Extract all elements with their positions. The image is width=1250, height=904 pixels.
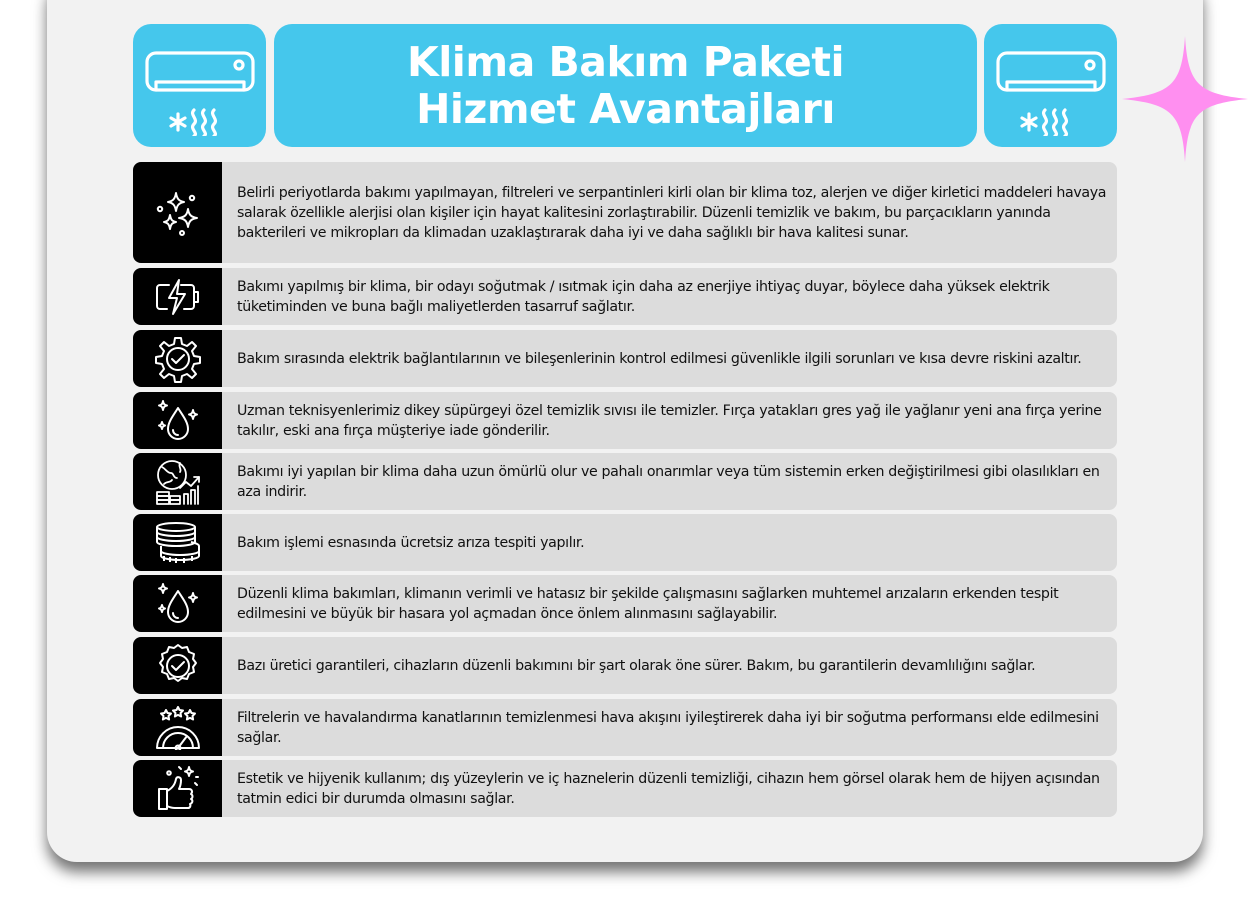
benefit-row [133,637,1117,694]
globe-growth-chart-icon [154,458,202,506]
benefit-icon-tile [133,453,222,510]
benefit-icon-tile [133,637,222,694]
benefit-row [133,453,1117,510]
benefit-icon-tile [133,514,222,571]
performance-gauge-icon [154,706,202,750]
title-line-2: Hizmet Avantajları [416,84,835,133]
drop-sparkle-icon [155,398,201,444]
benefit-row [133,760,1117,817]
benefit-text: Belirli periyotlarda bakımı yapılmayan, filtreleri ve serpantinleri kirli olan bir klima toz, alerjen ve diğer kirletici maddeleri havaya salarak özellikle alerjisi olan kişiler için hayat kalitesini zorlaştırabilir. Düzenli temizlik ve bakım, bu parçacıkların yanında bakterileri ve mikropları da klimadan uzaklaştırarak daha iyi ve daha sağlıklı bir hava kalitesi sunar. [237,184,1107,241]
badge-check-icon [155,643,201,689]
benefit-text: Estetik ve hijyenik kullanım; dış yüzeylerin ve iç haznelerin düzenli temizliği, cihazın hem görsel olarak hem de hijyen açısından tatmin edici bir durumda olmasını sağlar. [237,770,1100,807]
left-header-tile [133,24,266,147]
benefit-row [133,268,1117,325]
sparkles-icon [154,189,202,237]
benefit-row [133,699,1117,756]
benefit-text: Düzenli klima bakımları, klimanın verimli ve hatasız bir şekilde çalışmasını sağlarken muhtemel arızaların erkenden tespit edilmesini ve büyük bir hasara yol açmadan önce önlem alınmasını sağlayabilir. [237,585,1059,622]
coin-stack-icon [154,521,202,565]
benefit-text: Uzman teknisyenlerimiz dikey süpürgeyi özel temizlik sıvısı ile temizler. Fırça yatakları gres yağ ile yağlanır yeni ana fırça yerine takılır, eski ana fırça müşteriye iade gönderilir. [237,402,1102,439]
drop-sparkle-icon [155,581,201,627]
benefit-icon-tile [133,268,222,325]
battery-energy-icon [155,277,201,317]
benefit-text: Bakımı yapılmış bir klima, bir odayı soğutmak / ısıtmak için daha az enerjiye ihtiyaç duyar, böylece daha yüksek elektrik tüketiminden ve buna bağlı maliyetlerden tasarruf sağlatır. [237,278,1050,315]
benefit-row [133,330,1117,387]
air-conditioner-icon [144,36,256,136]
benefit-icon-tile [133,575,222,632]
benefit-text: Bazı üretici garantileri, cihazların düzenli bakımını bir şart olarak öne sürer. Bakım, bu garantilerin devamlılığını sağlar. [237,657,1036,674]
benefit-icon-tile [133,330,222,387]
right-header-tile [984,24,1117,147]
benefit-row [133,575,1117,632]
benefit-icon-tile [133,760,222,817]
thumbs-up-sparkle-icon [155,765,201,813]
air-conditioner-icon [995,36,1107,136]
page-title [274,24,977,147]
benefit-icon-tile [133,392,222,449]
title-line-1: Klima Bakım Paketi [406,37,844,86]
benefit-row [133,514,1117,571]
benefit-icon-tile [133,699,222,756]
benefit-text: Bakımı iyi yapılan bir klima daha uzun ömürlü olur ve pahalı onarımlar veya tüm sistemin erken değiştirilmesi gibi olasılıkları en aza indirir. [237,463,1100,500]
benefit-text: Bakım sırasında elektrik bağlantılarının ve bileşenlerinin kontrol edilmesi güvenlikle ilgili sorunları ve kısa devre riskini azaltır. [237,350,1082,367]
sparkle-icon [1122,36,1248,162]
benefit-text: Filtrelerin ve havalandırma kanatlarının temizlenmesi hava akışını iyileştirerek daha iyi bir soğutma performansı elde edilmesini sağlar. [237,709,1099,746]
benefit-row [133,162,1117,263]
benefit-text: Bakım işlemi esnasında ücretsiz arıza tespiti yapılır. [237,534,585,551]
benefit-row [133,392,1117,449]
gear-check-icon [154,335,202,383]
benefit-icon-tile [133,162,222,263]
